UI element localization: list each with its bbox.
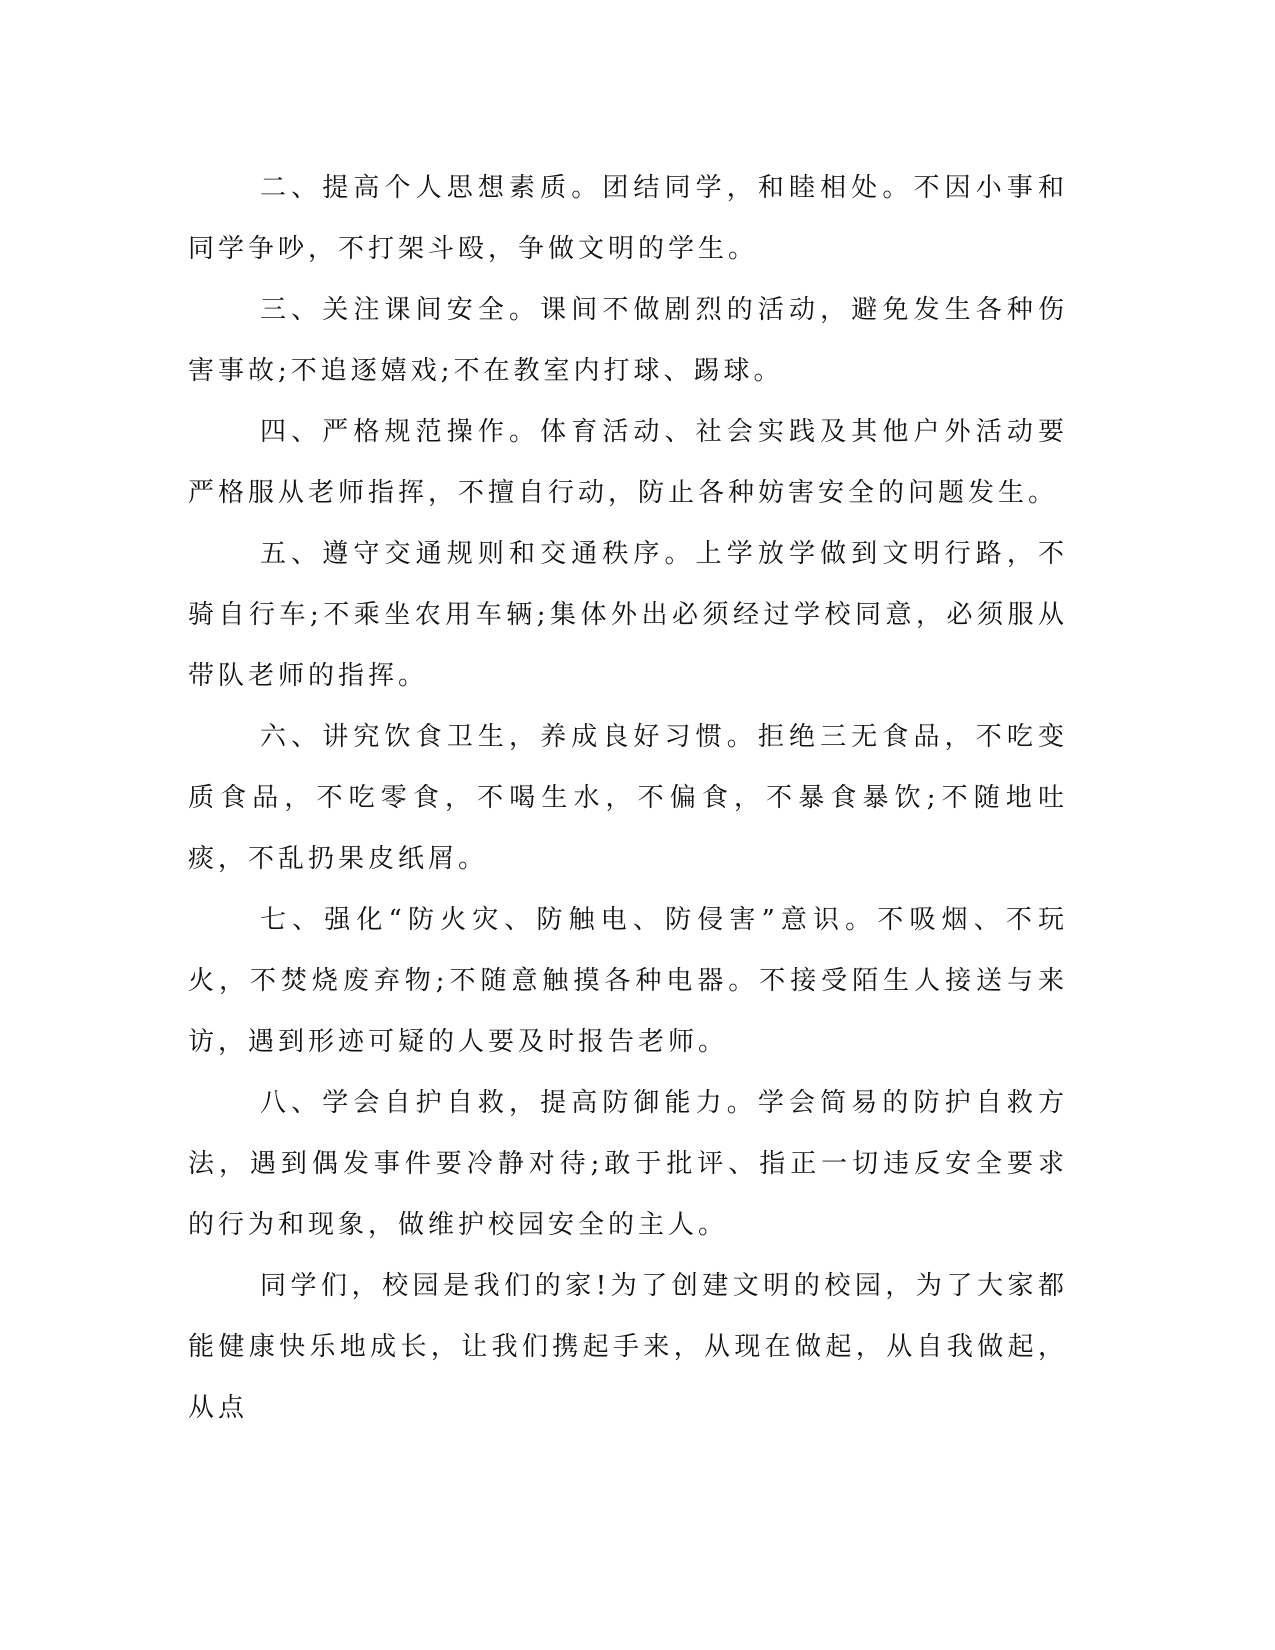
paragraph-5: 五、遵守交通规则和交通秩序。上学放学做到文明行路，不骑自行车;不乘坐农用车辆;集体外出必须经过学校同意，必须服从带队老师的指挥。 [188, 539, 1068, 691]
paragraph-7: 七、强化“防火灾、防触电、防侵害”意识。不吸烟、不玩火，不焚烧废弃物;不随意触摸各种电器。不接受陌生人接送与来访，遇到形迹可疑的人要及时报告老师。 [188, 905, 1068, 1057]
paragraph-6: 六、讲究饮食卫生，养成良好习惯。拒绝三无食品，不吃变质食品，不吃零食，不喝生水，不偏食，不暴食暴饮;不随地吐痰，不乱扔果皮纸屑。 [188, 722, 1068, 874]
paragraph-2: 二、提高个人思想素质。团结同学，和睦相处。不因小事和同学争吵，不打架斗殴，争做文明的学生。 [188, 173, 1068, 264]
document-body [188, 158, 1068, 1439]
paragraph-4: 四、严格规范操作。体育活动、社会实践及其他户外活动要严格服从老师指挥，不擅自行动，防止各种妨害安全的问题发生。 [188, 417, 1068, 508]
paragraph-closing: 同学们，校园是我们的家!为了创建文明的校园，为了大家都能健康快乐地成长，让我们携起手来，从现在做起，从自我做起，从点 [188, 1271, 1068, 1423]
paragraph-8: 八、学会自护自救，提高防御能力。学会简易的防护自救方法，遇到偶发事件要冷静对待;敢于批评、指正一切违反安全要求的行为和现象，做维护校园安全的主人。 [188, 1088, 1068, 1240]
paragraph-3: 三、关注课间安全。课间不做剧烈的活动，避免发生各种伤害事故;不追逐嬉戏;不在教室内打球、踢球。 [188, 295, 1068, 386]
